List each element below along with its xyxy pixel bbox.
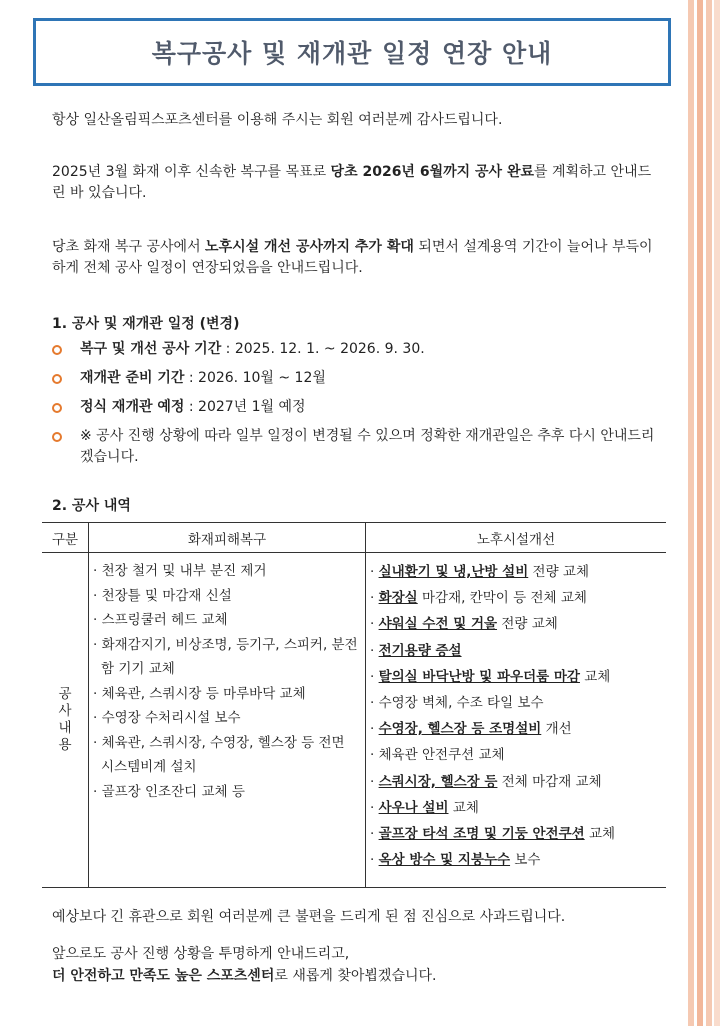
list-item: · 수영장 수처리시설 보수	[93, 710, 241, 726]
list-item	[370, 742, 660, 768]
reason-paragraph	[52, 237, 662, 279]
circle-bullet-icon	[52, 345, 62, 355]
list-item	[370, 821, 660, 847]
text: 교체	[579, 668, 611, 685]
circle-bullet-icon	[52, 374, 62, 384]
underlined-text: 화장실	[378, 590, 418, 607]
text: 보수	[510, 852, 541, 869]
text: ·	[370, 773, 379, 790]
greeting-paragraph: 항상 일산올림픽스포츠센터를 이용해 주시는 회원 여러분께 감사드립니다.	[52, 112, 503, 128]
text: ·	[370, 564, 379, 580]
text: ·	[370, 616, 379, 633]
text: 전체 마감재 교체	[497, 773, 602, 790]
header-facility-improvement: 노후시설개선	[366, 523, 667, 553]
category-char: 용	[58, 737, 72, 753]
list-item: · 천장 철거 및 내부 분진 제거	[93, 563, 267, 579]
fire-recovery-cell	[89, 553, 366, 888]
category-cell	[42, 553, 89, 888]
item-label: 재개관 준비 기간	[80, 370, 185, 386]
circle-bullet-icon	[52, 432, 62, 442]
decor-stripe	[714, 0, 720, 1026]
category-char: 공	[58, 686, 72, 702]
underlined-text: 사우나 설비	[378, 799, 449, 816]
list-item	[370, 638, 660, 664]
list-item	[370, 847, 660, 873]
closing-line-bold	[52, 966, 672, 987]
text: ·	[370, 721, 379, 738]
list-item	[370, 664, 660, 690]
list-item	[52, 339, 664, 360]
category-char: 내	[58, 720, 72, 736]
item-value: : 2025. 12. 1. ~ 2026. 9. 30.	[221, 341, 425, 357]
text: ·	[370, 590, 379, 607]
decor-stripe	[697, 0, 703, 1026]
header-fire-recovery: 화재피해복구	[89, 523, 366, 553]
text: ·	[370, 852, 379, 869]
fire-recovery-list	[89, 553, 365, 804]
list-item	[52, 397, 664, 418]
text: 를 계획하고 안내드린 바 있습니다.	[52, 164, 652, 201]
bold-text: 당초 2026년 6월까지 공사 완료	[330, 164, 534, 180]
text: ·	[370, 799, 379, 816]
text: ·	[370, 642, 379, 659]
bold-text: 더 안전하고 만족도 높은 스포츠센터	[52, 968, 275, 984]
list-item: · 골프장 인조잔디 교체 등	[93, 783, 245, 800]
text: 마감재, 칸막이 등 전체 교체	[417, 590, 587, 607]
text: ·	[370, 695, 379, 712]
text: 체육관 안전쿠션 교체	[378, 747, 505, 764]
list-item	[370, 769, 660, 795]
title-box	[33, 18, 671, 86]
list-item	[52, 426, 664, 468]
underlined-text: 탈의실 바닥난방 및 파우더룸 마감	[378, 668, 580, 685]
list-item	[370, 690, 660, 716]
list-item	[370, 585, 660, 611]
item-label: 정식 재개관 예정	[80, 399, 185, 415]
text: 교체	[448, 799, 479, 816]
table-header-row	[42, 523, 666, 553]
list-item	[52, 368, 664, 389]
decor-stripe	[706, 0, 712, 1026]
list-item: · 체육관, 스쿼시장, 수영장, 헬스장 등 전면 시스템비계 설치	[93, 734, 345, 775]
list-item	[370, 716, 660, 742]
underlined-text: 스쿼시장, 헬스장 등	[378, 773, 498, 790]
text: 수영장 벽체, 수조 타일 보수	[378, 695, 544, 712]
facility-improvement-list	[366, 553, 666, 873]
header-category: 구분	[42, 523, 89, 553]
underlined-text: 골프장 타석 조명 및 기둥 안전쿠션	[378, 826, 585, 843]
underlined-text: 전기용량 증설	[378, 642, 462, 659]
schedule-paragraph	[52, 162, 662, 204]
table-row	[42, 553, 666, 888]
section-heading-works: 2. 공사 내역	[52, 498, 131, 514]
list-item: · 스프링쿨러 헤드 교체	[93, 612, 228, 628]
text: ·	[370, 747, 379, 764]
underlined-text: 샤워실 수전 및 거울	[378, 616, 498, 633]
bold-text: 노후시설 개선 공사까지 추가 확대	[205, 239, 414, 255]
section-heading-schedule: 1. 공사 및 재개관 일정 (변경)	[52, 316, 240, 332]
page-title: 복구공사 및 재개관 일정 연장 안내	[151, 39, 553, 68]
item-value: : 2026. 10월 ~ 12월	[184, 370, 326, 386]
facility-improvement-cell	[366, 553, 667, 888]
item-value: : 2027년 1월 예정	[184, 399, 306, 415]
underlined-text: 실내환기 및 냉,난방 설비	[378, 564, 529, 580]
item-value: ※ 공사 진행 상황에 따라 일부 일정이 변경될 수 있으며 정확한 재개관일은 추후 다시 안내드리겠습니다.	[80, 428, 655, 465]
list-item	[370, 611, 660, 637]
text: 전량 교체	[497, 616, 558, 633]
text: 당초 화재 복구 공사에서	[52, 239, 206, 255]
text: 개선	[541, 721, 572, 738]
text: ·	[370, 668, 379, 685]
circle-bullet-icon	[52, 403, 62, 413]
decor-stripe	[688, 0, 694, 1026]
text: 전량 교체	[528, 564, 589, 580]
list-item: · 체육관, 스쿼시장 등 마루바닥 교체	[93, 685, 306, 702]
list-item: · 화재감지기, 비상조명, 등기구, 스피커, 분전함 기기 교체	[93, 636, 358, 677]
schedule-list	[52, 339, 664, 476]
text: 2025년 3월 화재 이후 신속한 복구를 목표로	[52, 164, 331, 180]
text: ·	[370, 826, 379, 843]
list-item	[370, 795, 660, 821]
text: 교체	[584, 826, 616, 843]
category-char: 사	[58, 703, 72, 719]
list-item	[370, 559, 660, 585]
text: 로 새롭게 찾아뵙겠습니다.	[274, 968, 437, 984]
text: 되면서 설계용역 기간이 늘어나 부득이하게 전체 공사 일정이 연장되었음을 안내드립니다.	[52, 239, 653, 276]
underlined-text: 옥상 방수 및 지붕누수	[378, 852, 511, 869]
underlined-text: 수영장, 헬스장 등 조명설비	[378, 721, 542, 738]
item-label: 복구 및 개선 공사 기간	[80, 341, 222, 357]
list-item: · 천장틀 및 마감재 신설	[93, 587, 232, 604]
apology-paragraph: 예상보다 긴 휴관으로 회원 여러분께 큰 불편을 드리게 된 점 진심으로 사과드립니다.	[52, 909, 566, 925]
closing-line: 앞으로도 공사 진행 상황을 투명하게 안내드리고,	[52, 946, 350, 962]
works-table	[42, 522, 666, 888]
